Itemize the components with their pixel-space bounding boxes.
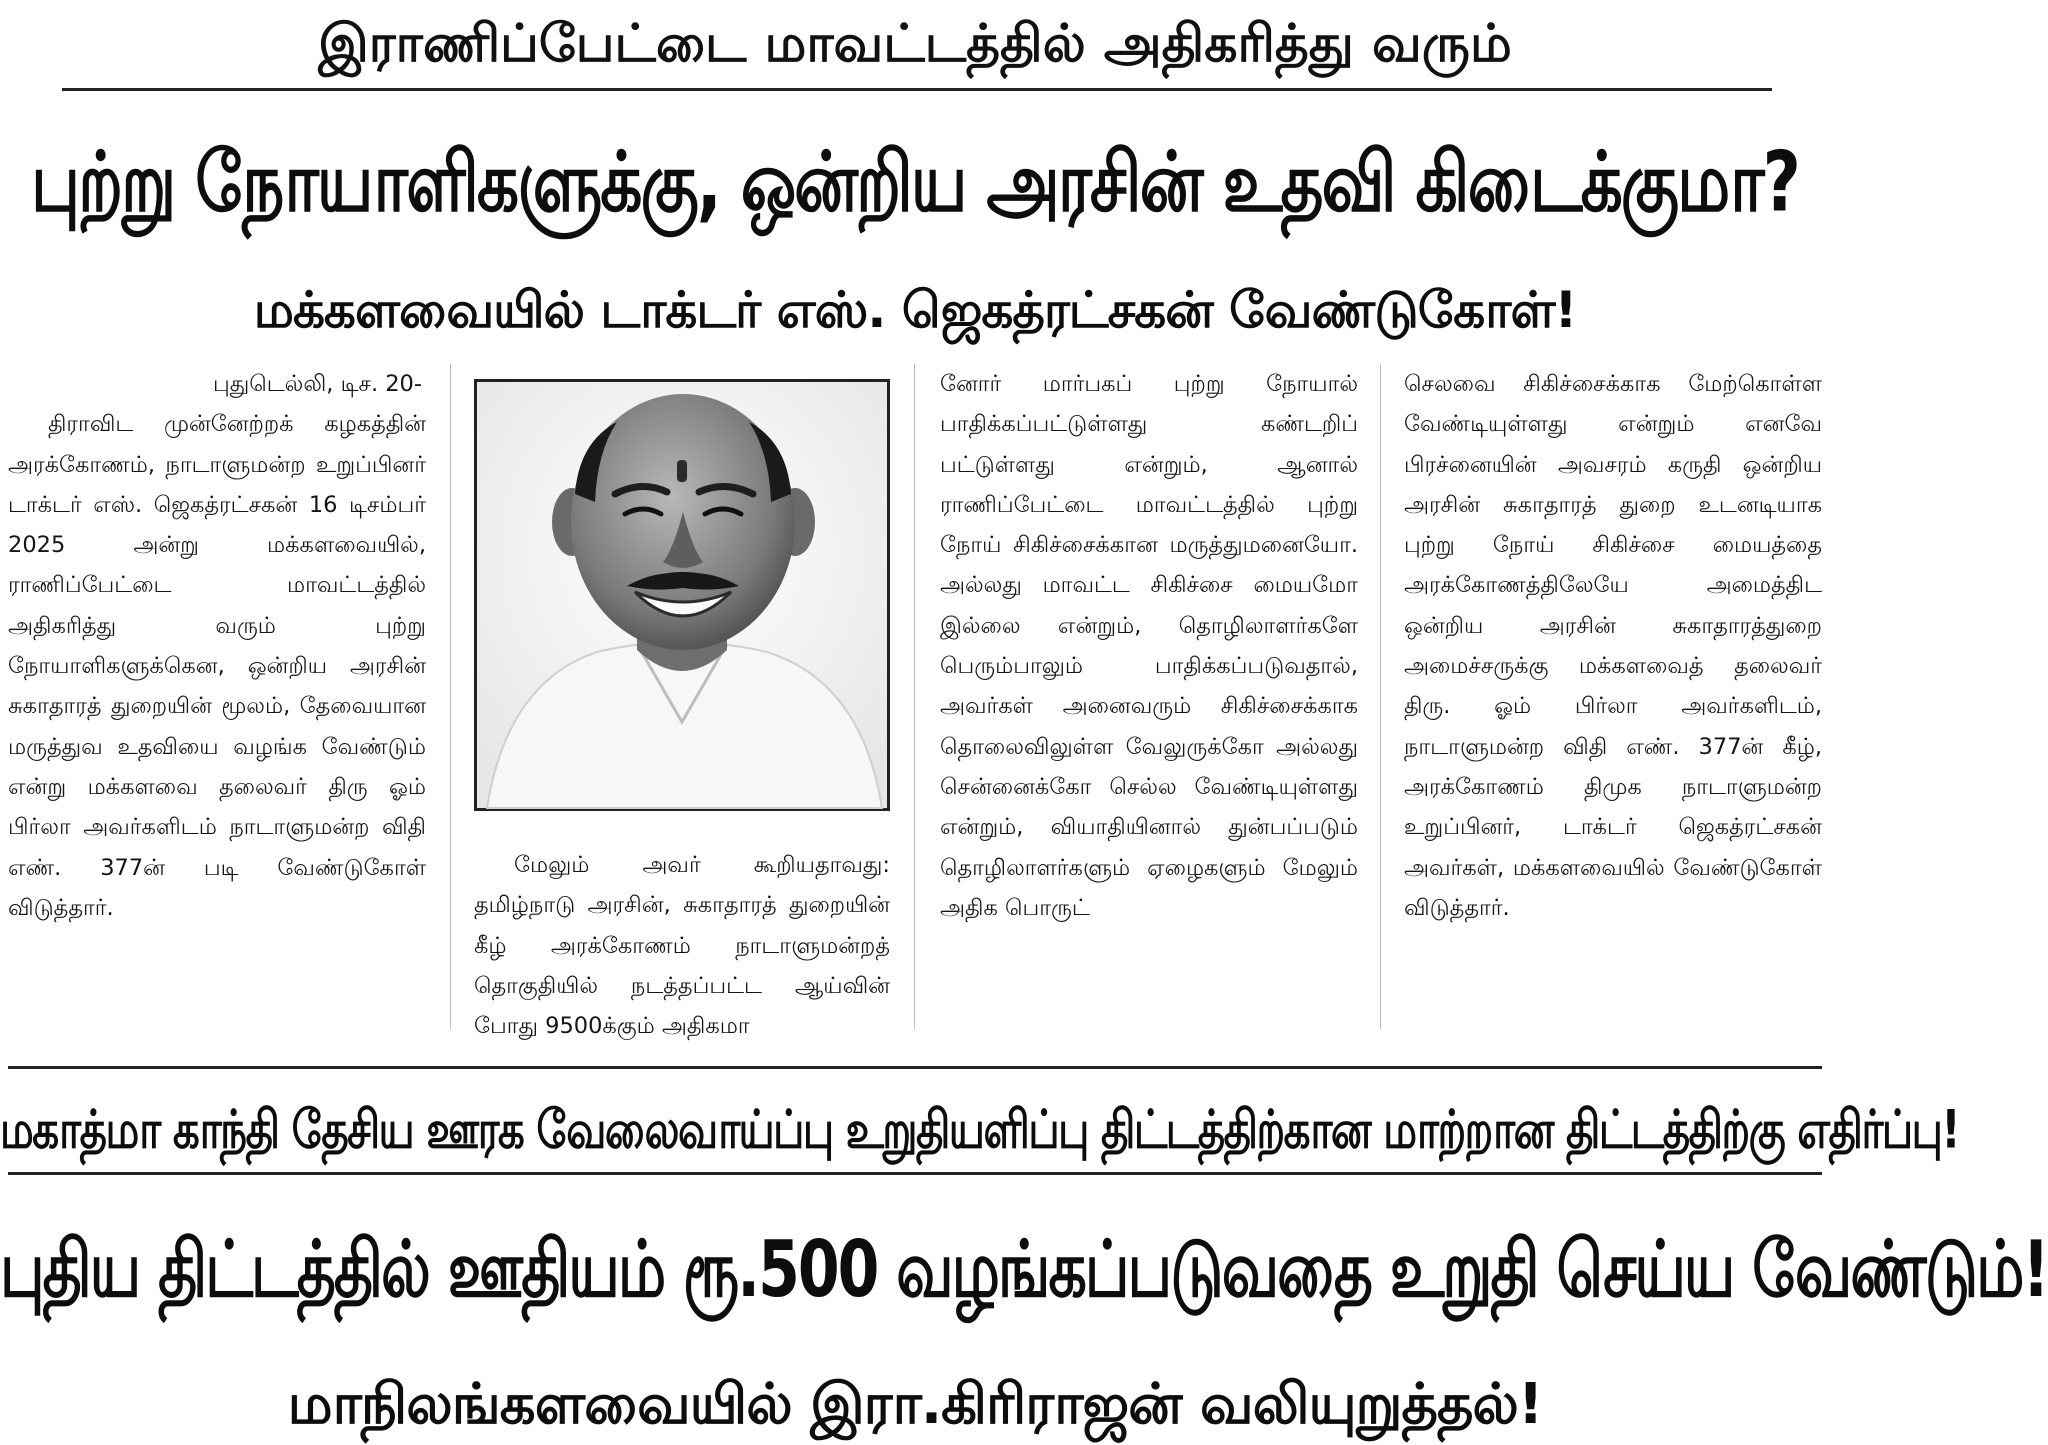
sub-headline: மக்களவையில் டாக்டர் எஸ். ஜெகத்ரட்சகன் வேண்டுகோள்! bbox=[253, 281, 1577, 339]
column-rule-2 bbox=[914, 364, 915, 1029]
story2-subheadline: மாநிலங்களவையில் இரா.கிரிராஜன் வலியுறுத்தல்! bbox=[287, 1372, 1543, 1437]
column-1-text: திராவிட முன்னேற்றக் கழகத்தின் அரக்கோணம், நாடாளுமன்ற உறுப்பினர் டாக்டர் எஸ். ஜெகத்ரட்சகன் 16 டிசம்பர் 2025 அன்று மக்களவையில், ராணிப்பேட்டை மாவட்டத்தில் அதிகரித்து வரும் புற்று நோயாளிகளுக்கென, ஒன்றிய அரசின் சுகாதாரத் துறையின் மூலம், தேவையான மருத்துவ உதவியை வழங்க வேண்டும் என்று மக்களவை தலைவர் திரு ஓம் பிர்லா அவர்களிடம் நாடாளுமன்ற விதி எண். 377ன் படி வேண்டுகோள் விடுத்தார். bbox=[8, 411, 426, 921]
column-rule-3 bbox=[1380, 364, 1381, 1029]
column-2-text: மேலும் அவர் கூறியதாவது: தமிழ்நாடு அரசின், சுகாதாரத் துறையின் கீழ் அரக்கோணம் நாடாளுமன்றத் தொகுதியில் நடத்தப்பட்ட ஆய்வின் போது 9500க்கும் அதிகமா bbox=[474, 852, 890, 1040]
kicker-headline: இராணிப்பேட்டை மாவட்டத்தில் அதிகரித்து வரும் bbox=[318, 14, 1512, 74]
column-3-text: னோர் மார்பகப் புற்று நோயால் பாதிக்கப்பட்டுள்ளது கண்டறிப் பட்டுள்ளது என்றும், ஆனால் ராணிப்பேட்டை மாவட்டத்தில் புற்று நோய் சிகிச்சைக்கான மருத்துமனையோ. அல்லது மாவட்ட சிகிச்சை மையமோ இல்லை என்றும், தொழிலாளர்களே பெரும்பாலும் பாதிக்கப்படுவதால், அவர்கள் அனைவரும் சிகிச்சைக்காக தொலைவிலுள்ள வேலுருக்கோ அல்லது சென்னைக்கோ செல்ல வேண்டியுள்ளது என்றும், வியாதியினால் துன்பப்படும் தொழிலாளர்களும் ஏழைகளும் மேலும் அதிக பொருட் bbox=[940, 371, 1358, 921]
story2-kicker: மகாத்மா காந்தி தேசிய ஊரக வேலைவாய்ப்பு உறுதியளிப்பு திட்டத்திற்கான மாற்றான திட்டத்திற்கு எதிர்ப்பு! bbox=[0, 1098, 1960, 1160]
column-rule-1 bbox=[450, 364, 451, 1029]
article-column-2 bbox=[474, 845, 890, 1046]
kicker-rule bbox=[62, 88, 1772, 91]
column-4-text: செலவை சிகிச்சைக்காக மேற்கொள்ள வேண்டியுள்ளது என்றும் எனவே பிரச்னையின் அவசரம் கருதி ஒன்றிய அரசின் சுகாதாரத் துறை உடனடியாக புற்று நோய் சிகிச்சை மையத்தை அரக்கோணத்திலேயே அமைத்திட ஒன்றிய அரசின் சுகாதாரத்துறை அமைச்சருக்கு மக்களவைத் தலைவர் திரு. ஓம் பிர்லா அவர்களிடம், நாடாளுமன்ற விதி எண். 377ன் கீழ், அரக்கோணம் திமுக நாடாளுமன்ற உறுப்பினர், டாக்டர் ஜெகத்ரட்சகன் அவர்கள், மக்களவையில் வேண்டுகோள் விடுத்தார். bbox=[1404, 371, 1822, 921]
story-divider-top bbox=[8, 1066, 1822, 1069]
article-column-3 bbox=[940, 364, 1358, 928]
article-column-4 bbox=[1404, 364, 1822, 928]
main-headline: புற்று நோயாளிகளுக்கு, ஒன்றிய அரசின் உதவி கிடைக்குமா? bbox=[31, 134, 1799, 231]
article-column-1 bbox=[8, 364, 426, 928]
story-divider-bottom bbox=[8, 1172, 1822, 1175]
portrait-illustration bbox=[477, 382, 887, 808]
dateline: புதுடெல்லி, டிச. 20- bbox=[213, 371, 422, 397]
mp-portrait-photo bbox=[474, 379, 890, 811]
story2-headline: புதிய திட்டத்தில் ஊதியம் ரூ.500 வழங்கப்படுவதை உறுதி செய்ய வேண்டும்! bbox=[0, 1224, 2048, 1316]
